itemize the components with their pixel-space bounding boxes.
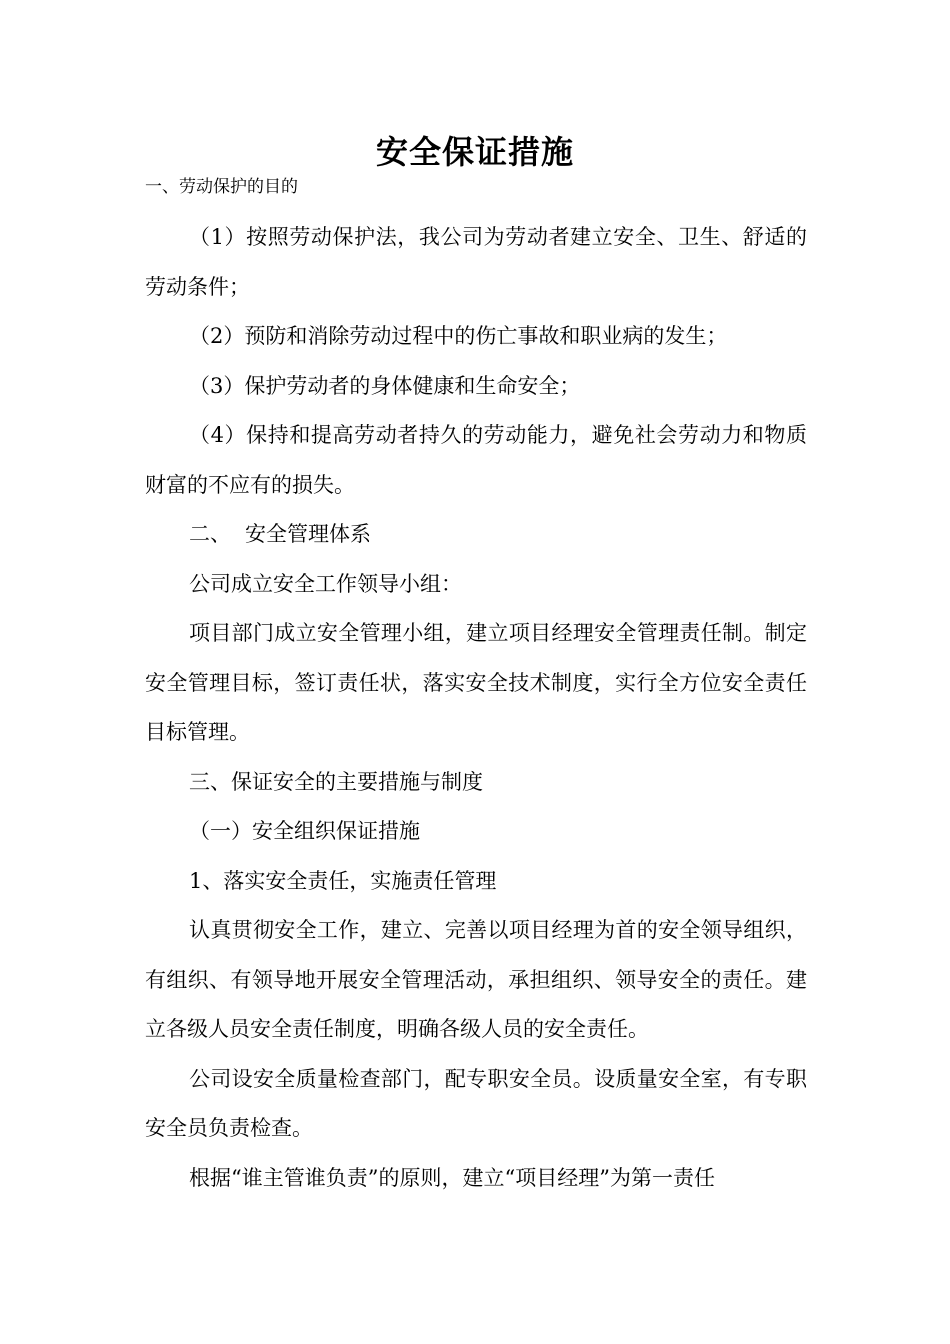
paragraph-responsibility-principle: 根据“谁主管谁负责”的原则，建立“项目经理”为第一责任 — [189, 1165, 715, 1190]
section-heading-main-measures: 三、保证安全的主要措施与制度 — [189, 769, 483, 794]
paragraph-item-3: （3）保护劳动者的身体健康和生命安全； — [189, 373, 581, 398]
paragraph-project-management: 项目部门成立安全管理小组，建立项目经理安全管理责任制。制定安全管理目标，签订责任状，落实安全技术制度，实行全方位安全责任目标管理。 — [145, 621, 807, 744]
paragraph-item-1: （1）按照劳动保护法，我公司为劳动者建立安全、卫生、舒适的劳动条件； — [145, 225, 807, 299]
paragraph-item-4: （4）保持和提高劳动者持久的劳动能力，避免社会劳动力和物质财富的不应有的损失。 — [145, 423, 807, 497]
section-number: 二、 — [189, 522, 231, 546]
paragraph-leadership-group: 公司成立安全工作领导小组： — [189, 571, 462, 596]
subsection-heading-organization: （一）安全组织保证措施 — [189, 819, 420, 843]
section-heading-safety-management — [145, 510, 807, 560]
subsection-heading-responsibility: 1、落实安全责任，实施责任管理 — [189, 868, 497, 893]
paragraph-implement-safety: 认真贯彻安全工作，建立、完善以项目经理为首的安全领导组织，有组织、有领导地开展安全管理活动，承担组织、领导安全的责任。建立各级人员安全责任制度，明确各级人员的安全责任。 — [145, 918, 807, 1041]
paragraph-item-2: （2）预防和消除劳动过程中的伤亡事故和职业病的发生； — [189, 324, 728, 348]
paragraph-inspection-dept: 公司设安全质量检查部门，配专职安全员。设质量安全室，有专职安全员负责检查。 — [145, 1066, 807, 1140]
section-heading-labor-protection: 一、劳动保护的目的 — [145, 177, 298, 197]
section-label: 安全管理体系 — [245, 522, 371, 546]
document-title: 安全保证措施 — [375, 133, 574, 171]
document-body — [145, 213, 807, 1203]
